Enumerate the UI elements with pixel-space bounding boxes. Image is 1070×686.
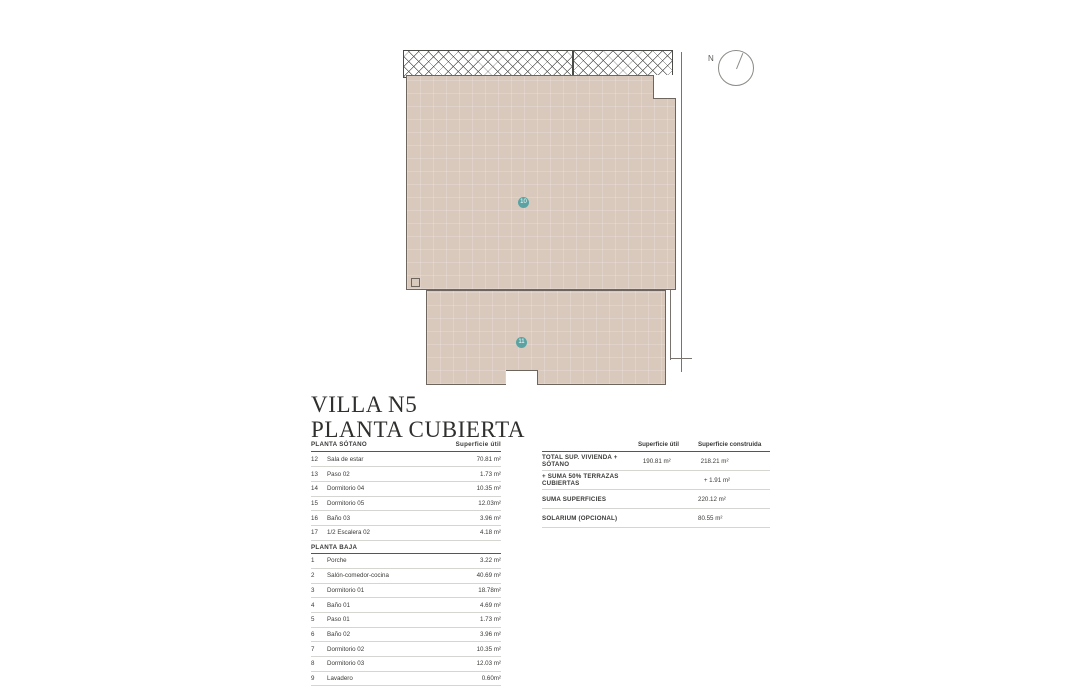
totals-table (542, 441, 770, 528)
table-row (311, 554, 501, 569)
table-row (311, 657, 501, 672)
room-name: 1/2 Escalera 02 (327, 529, 370, 537)
room-name: Dormitorio 04 (327, 485, 365, 493)
room-number: 17 (311, 529, 318, 537)
room-name: Paso 02 (327, 470, 350, 478)
floor-plan-drawing (398, 40, 758, 400)
table-row (311, 497, 501, 512)
table-row (311, 598, 501, 613)
table-row (311, 453, 501, 468)
room-name: Dormitorio 03 (327, 660, 365, 668)
totals-table-header (542, 441, 770, 452)
room-schedule-table (311, 441, 501, 686)
compass-north-label: N (708, 54, 714, 63)
room-number: 7 (311, 645, 315, 653)
totals-row-label: SOLARIUM (OPCIONAL) (542, 514, 618, 522)
totals-row (542, 490, 770, 509)
room-number: 9 (311, 674, 315, 682)
room-number: 14 (311, 485, 318, 493)
room-marker-lower: 11 (516, 337, 527, 348)
room-name: Baño 03 (327, 514, 351, 522)
totals-row-useful-area: 190.81 m² (642, 457, 671, 465)
plan-outline-right-edge (681, 52, 682, 372)
roof-slab-upper (406, 75, 676, 290)
room-number: 16 (311, 514, 318, 522)
table-row (311, 584, 501, 599)
table-row (311, 642, 501, 657)
room-area: 4.69 m² (480, 601, 501, 609)
room-name: Salón-comedor-cocina (327, 572, 389, 580)
room-name: Baño 01 (327, 601, 351, 609)
room-name: Dormitorio 02 (327, 645, 365, 653)
schedule-col-useful-area: Superficie útil (455, 441, 501, 448)
roof-slab-upper-notch (653, 75, 676, 99)
schedule-ground-rows (311, 554, 501, 686)
room-number: 8 (311, 660, 315, 668)
room-number: 2 (311, 572, 315, 580)
totals-row-label: TOTAL SUP. VIVIENDA + SÓTANO (542, 454, 618, 468)
room-name: Sala de estar (327, 455, 364, 463)
room-area: 4.18 m² (480, 529, 501, 537)
room-marker-upper: 10 (518, 197, 529, 208)
room-number: 6 (311, 630, 315, 638)
room-number: 3 (311, 586, 315, 594)
table-row (311, 467, 501, 482)
totals-row-built-area: 220.12 m² (698, 495, 726, 503)
title-plan: PLANTA CUBIERTA (311, 417, 526, 442)
totals-col-useful: Superficie útil (638, 441, 679, 448)
totals-rows (542, 452, 770, 528)
table-row (311, 672, 501, 686)
schedule-basement-rows (311, 453, 501, 541)
page-title (311, 392, 525, 442)
room-name: Dormitorio 05 (327, 499, 365, 507)
table-row (311, 511, 501, 526)
room-area: 18.78m² (478, 586, 501, 594)
roof-slab-lower-solarium (426, 290, 666, 385)
room-name: Baño 02 (327, 630, 351, 638)
room-area: 10.35 m² (476, 645, 501, 653)
title-villa: VILLA N5 (311, 392, 418, 417)
room-area: 3.22 m² (480, 557, 501, 565)
room-number: 13 (311, 470, 318, 478)
table-row (311, 628, 501, 643)
totals-row-label: SUMA SUPERFICIES (542, 495, 607, 503)
room-name: Paso 01 (327, 616, 350, 624)
totals-row (542, 471, 770, 490)
totals-col-built: Superficie construida (698, 441, 762, 448)
table-row (311, 569, 501, 584)
room-number: 4 (311, 601, 315, 609)
totals-row (542, 509, 770, 528)
room-area: 12.03m² (478, 499, 501, 507)
room-area: 70.81 m² (476, 455, 501, 463)
room-area: 0.60m² (481, 674, 501, 682)
room-number: 5 (311, 616, 315, 624)
room-area: 10.35 m² (476, 485, 501, 493)
schedule-section-basement-title: PLANTA SÓTANO (311, 441, 368, 448)
room-area: 1.73 m² (480, 470, 501, 478)
north-compass-icon (708, 48, 752, 92)
totals-row-label: + SUMA 50% TERRAZAS CUBIERTAS (542, 473, 619, 487)
room-area: 12.03 m² (476, 660, 501, 668)
table-row (311, 482, 501, 497)
plan-detail-square (411, 278, 420, 287)
plan-outline-right-edge-lower (670, 290, 671, 360)
totals-row-built-area: + 1.91 m² (703, 476, 731, 484)
totals-row-built-area: 80.55 m² (698, 514, 723, 522)
table-row (311, 613, 501, 628)
table-row (311, 526, 501, 541)
schedule-section-ground-title: PLANTA BAJA (311, 541, 501, 555)
room-area: 40.69 m² (476, 572, 501, 580)
hatch-band-left (403, 50, 573, 78)
room-number: 1 (311, 557, 315, 565)
plan-outline-step (670, 358, 692, 359)
room-number: 12 (311, 455, 318, 463)
totals-row (542, 452, 770, 471)
room-number: 15 (311, 499, 318, 507)
room-name: Lavadero (327, 674, 353, 682)
room-area: 3.96 m² (480, 514, 501, 522)
totals-row-built-area: 218.21 m² (700, 457, 729, 465)
room-name: Porche (327, 557, 347, 565)
schedule-section-basement-header (311, 441, 501, 452)
roof-slab-lower-notch (506, 370, 538, 385)
room-area: 3.96 m² (480, 630, 501, 638)
room-name: Dormitorio 01 (327, 586, 365, 594)
room-area: 1.73 m² (480, 616, 501, 624)
